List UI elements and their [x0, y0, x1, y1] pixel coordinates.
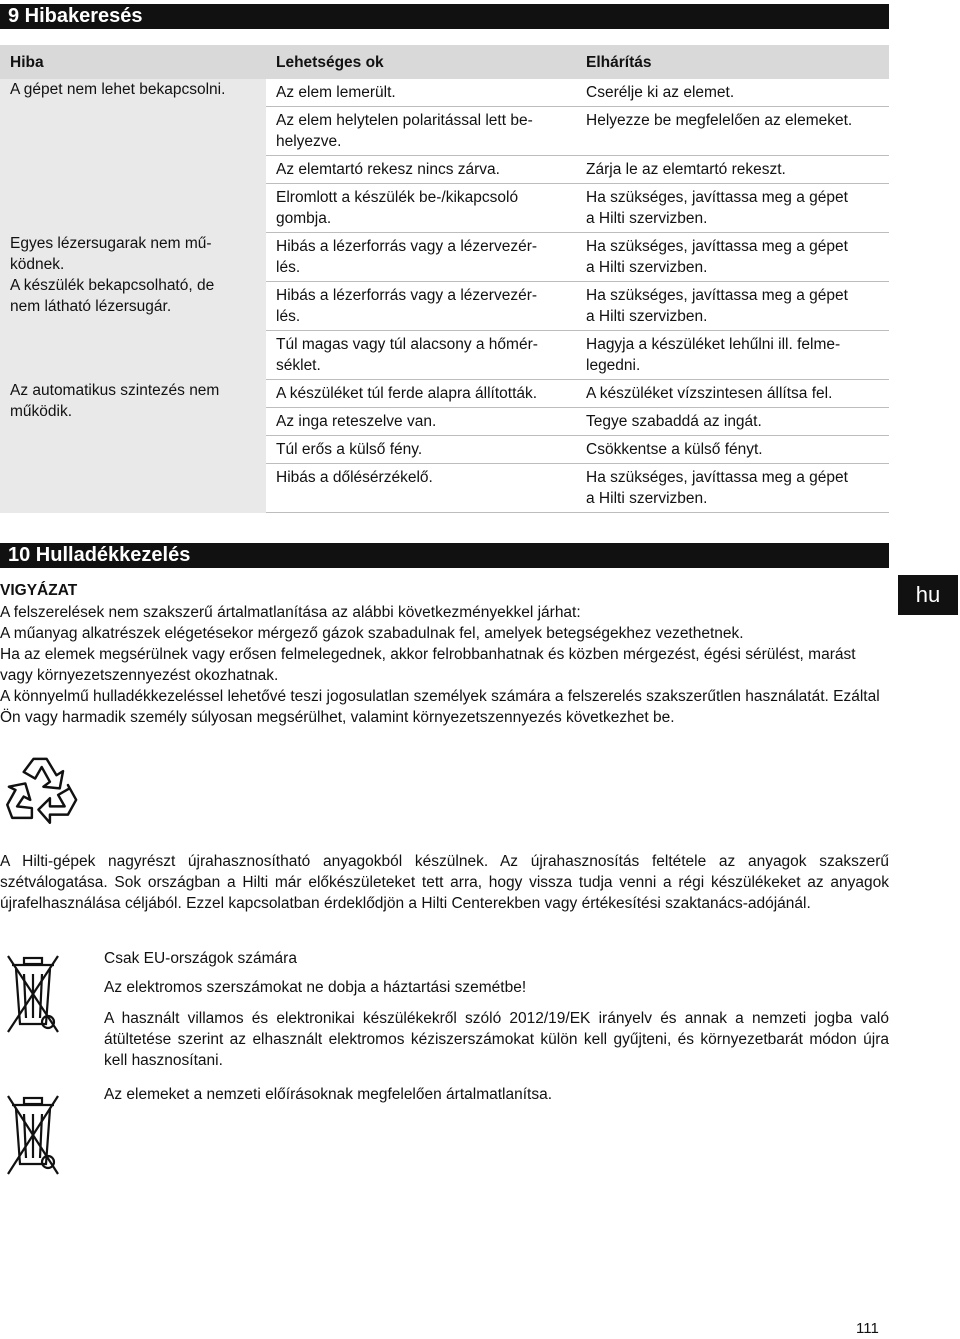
recycling-paragraph: A Hilti-gépek nagyrészt újrahasznosítható anyagokból készülnek. Az újrahasznosítás feltétele az anyagok szakszerű szétválogatása. Sok országban a Hilti már előkészületeket tett arra, hogy vissza tudja venni a régi készülékeket az anyagok újrafelhasználása céljából. Ezzel kapcsolatban érdeklődjön a Hilti Centerekben vagy értékesítési szaktanács-adójánál.	[0, 853, 889, 912]
remedy-cell: Ha szükséges, javíttassa meg a gépet a Hilti szervizben.	[576, 282, 889, 331]
remedy-cell: Hagyja a készüléket lehűlni ill. felme- legedni.	[576, 331, 889, 380]
remedy-cell: Cserélje ki az elemet.	[576, 79, 889, 107]
eu-only-label: Csak EU-országok számára	[104, 950, 297, 967]
cause-cell: Az elemtartó rekesz nincs zárva.	[266, 156, 576, 184]
caution-line: Ha az elemek megsérülnek vagy erősen felmelegednek, akkor felrobbanhatnak és közben mérgezést, égési sérülést, marást vagy környezetszennyezést okozhatnak.	[0, 646, 856, 684]
remedy-cell: Ha szükséges, javíttassa meg a gépet a Hilti szervizben.	[576, 233, 889, 282]
remedy-cell: Tegye szabaddá az ingát.	[576, 408, 889, 436]
remedy-cell: Helyezze be megfelelően az elemeket.	[576, 107, 889, 156]
troubleshooting-table	[0, 45, 889, 513]
recycle-icon	[4, 752, 86, 828]
section-10-heading: 10 Hulladékkezelés	[0, 543, 889, 568]
caution-line: A műanyag alkatrészek elégetésekor mérgező gázok szabadulnak fel, amelyek betegségekhez vezethetnek.	[0, 625, 744, 642]
crossed-bin-icon	[6, 1090, 60, 1178]
remedy-cell: Csökkentse a külső fényt.	[576, 436, 889, 464]
language-tag: hu	[898, 575, 958, 615]
cause-cell: Túl magas vagy túl alacsony a hőmér- séklet.	[266, 331, 576, 380]
cause-cell: Az elem lemerült.	[266, 79, 576, 107]
header-cause: Lehetséges ok	[266, 45, 576, 79]
remedy-cell: Ha szükséges, javíttassa meg a gépet a Hilti szervizben.	[576, 184, 889, 233]
remedy-cell: Zárja le az elemtartó rekeszt.	[576, 156, 889, 184]
header-remedy: Elhárítás	[576, 45, 889, 79]
table-header-row	[0, 45, 889, 79]
no-household-waste-text: Az elektromos szerszámokat ne dobja a háztartási szemétbe!	[104, 979, 527, 996]
table-row	[0, 233, 889, 282]
cause-cell: Hibás a lézerforrás vagy a lézervezér- lés.	[266, 233, 576, 282]
fault-cell	[0, 233, 266, 380]
page-number: 111	[856, 1320, 879, 1337]
weee-directive-text: A használt villamos és elektronikai készülékekről szóló 2012/19/EK irányelv és annak a nemzeti jogba való átültetése szerint az elhasznált elektromos kéziszerszámokat külön kell gyűjteni, és környezetbarát módon újra kell hasznosítani.	[104, 1010, 889, 1069]
table-row	[0, 79, 889, 107]
fault-text: Az automatikus szintezés nem működik.	[10, 381, 220, 420]
cause-cell: Az elem helytelen polaritással lett be- helyezve.	[266, 107, 576, 156]
header-fault: Hiba	[0, 45, 266, 79]
fault-text: Egyes lézersugarak nem mű- ködnek.	[10, 234, 212, 273]
cause-cell: Hibás a dőlésérzékelő.	[266, 464, 576, 513]
fault-cell	[0, 380, 266, 513]
section-9-heading: 9 Hibakeresés	[0, 4, 889, 29]
table-row	[0, 380, 889, 408]
cause-cell: Túl erős a külső fény.	[266, 436, 576, 464]
battery-disposal-text: Az elemeket a nemzeti előírásoknak megfelelően ártalmatlanítsa.	[104, 1086, 553, 1103]
caution-body	[0, 602, 889, 728]
fault-text: A készülék bekapcsolható, de nem látható lézersugár.	[10, 276, 215, 315]
caution-line: A könnyelmű hulladékkezeléssel lehetővé teszi jogosulatlan személyek számára a felszerelés szakszerűtlen használatát. Ezáltal Ön vagy harmadik személy súlyosan megsérülhet, valamint környezetszennyezés következhet be.	[0, 688, 880, 726]
remedy-cell: A készüléket vízszintesen állítsa fel.	[576, 380, 889, 408]
caution-title: VIGYÁZAT	[0, 582, 78, 599]
fault-cell	[0, 79, 266, 233]
fault-text: A gépet nem lehet bekapcsolni.	[10, 81, 226, 98]
cause-cell: Hibás a lézerforrás vagy a lézervezér- lés.	[266, 282, 576, 331]
remedy-cell: Ha szükséges, javíttassa meg a gépet a Hilti szervizben.	[576, 464, 889, 513]
crossed-bin-icon	[6, 950, 60, 1036]
caution-line: A felszerelések nem szakszerű ártalmatlanítása az alábbi következményekkel járhat:	[0, 604, 581, 621]
cause-cell: A készüléket túl ferde alapra állították.	[266, 380, 576, 408]
cause-cell: Elromlott a készülék be-/kikapcsoló gombja.	[266, 184, 576, 233]
cause-cell: Az inga reteszelve van.	[266, 408, 576, 436]
